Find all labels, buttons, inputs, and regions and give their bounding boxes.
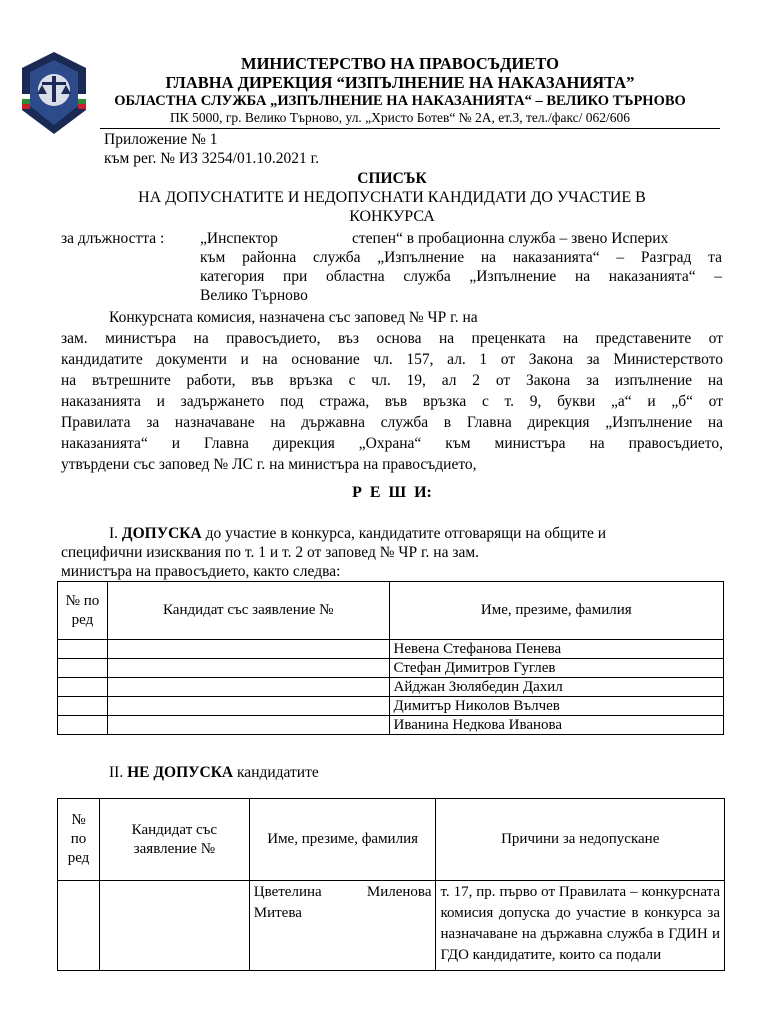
- body-line-2: зам. министъра на правосъдието, въз основа на преценката на представените от: [61, 330, 723, 347]
- table-row: [58, 640, 724, 659]
- col-header-name: Име, презиме, фамилия: [389, 582, 723, 640]
- decision-heading: Р Е Ш И:: [352, 484, 432, 501]
- ministry-title: МИНИСТЕРСТВО НА ПРАВОСЪДИЕТО: [241, 54, 559, 73]
- row-number: [58, 697, 108, 716]
- registry-number: към рег. № ИЗ 3254/01.10.2021 г.: [104, 150, 320, 167]
- row-number: [58, 716, 108, 735]
- section1-line-1: [109, 523, 723, 544]
- row-reason: т. 17, пр. първо от Правилата – конкурсната комисия допуска до участие в конкурса за назначаване на държавна служба в ГДИН и ГДО кандидатите, които са подали: [436, 881, 725, 971]
- body-line-4: на вътрешните работи, във връзка с чл. 19, ал 2 от Закона за изпълнение на: [61, 372, 723, 389]
- header-divider: [100, 128, 720, 129]
- section1-number: I.: [109, 525, 119, 542]
- document-subtitle: НА ДОПУСНАТИТЕ И НЕДОПУСНАТИ КАНДИДАТИ ДО УЧАСТИЕ В: [138, 189, 646, 206]
- body-line-3: кандидатите документи и на основание чл. 157, ал. 1 от Закона за Министерството: [61, 351, 723, 368]
- section2-number: II.: [109, 764, 124, 781]
- section1-keyword: ДОПУСКА: [121, 525, 202, 542]
- col-header-name: Име, презиме, фамилия: [249, 799, 436, 881]
- row-number: [58, 659, 108, 678]
- section1-text: до участие в конкурса, кандидатите отговарящи на общите и: [205, 525, 607, 542]
- row-number: [58, 881, 100, 971]
- table-row: [58, 697, 724, 716]
- table-row: [58, 716, 724, 735]
- row-name: Цветелина Миленова Митева: [249, 881, 436, 971]
- col-header-application: Кандидат със заявление №: [99, 799, 249, 881]
- row-application: [107, 659, 389, 678]
- row-name: Иванина Недкова Иванова: [389, 716, 723, 735]
- rejected-table: [57, 798, 725, 971]
- position-line-3: категория при областна служба „Изпълнение на наказанията“ –: [200, 268, 722, 285]
- row-application: [107, 716, 389, 735]
- row-application: [107, 697, 389, 716]
- address-line: ПК 5000, гр. Велико Търново, ул. „Христо Ботев“ № 2А, ет.3, тел./факс/ 062/606: [169, 110, 631, 125]
- row-number: [58, 678, 108, 697]
- admitted-table: [57, 581, 724, 735]
- section2-heading: [109, 762, 723, 783]
- directorate-title: ГЛАВНА ДИРЕКЦИЯ “ИЗПЪЛНЕНИЕ НА НАКАЗАНИЯТА”: [165, 73, 635, 92]
- position-title-rest: степен“ в пробационна служба – звено Исперих: [352, 230, 669, 247]
- row-application: [99, 881, 249, 971]
- position-line-2: към районна служба „Изпълнение на наказанията“ – Разград та: [200, 249, 722, 266]
- row-application: [107, 678, 389, 697]
- col-header-number: № по ред: [58, 582, 108, 640]
- table-header-row: [58, 799, 725, 881]
- body-line-8: утвърдени със заповед № ЛС г. на министъра на правосъдието,: [61, 456, 477, 473]
- body-line-5: наказанията и задържането под стража, във връзка с т. 9, букви „а“ и „б“ от: [61, 393, 723, 410]
- position-line-4: Велико Търново: [200, 287, 308, 304]
- table-row: [58, 659, 724, 678]
- table-row: [58, 881, 725, 971]
- row-name: Невена Стефанова Пенева: [389, 640, 723, 659]
- table-row: [58, 678, 724, 697]
- col-header-reason: Причини за недопускане: [436, 799, 725, 881]
- section2-keyword: НЕ ДОПУСКА: [127, 764, 234, 781]
- document-title: СПИСЪК: [357, 170, 427, 187]
- document-subtitle-2: КОНКУРСА: [349, 208, 435, 225]
- row-name: Стефан Димитров Гуглев: [389, 659, 723, 678]
- position-title-start: „Инспектор: [200, 230, 278, 247]
- row-name: Димитър Николов Вълчев: [389, 697, 723, 716]
- body-line-6: Правилата за назначаване на държавна служба в Главна дирекция „Изпълнение на: [61, 414, 723, 431]
- row-application: [107, 640, 389, 659]
- row-name: Айджан Зюлябедин Дахил: [389, 678, 723, 697]
- section1-line-3: министъра на правосъдието, както следва:: [61, 563, 341, 580]
- position-label: за длъжността :: [61, 230, 165, 247]
- regional-service-title: ОБЛАСТНА СЛУЖБА „ИЗПЪЛНЕНИЕ НА НАКАЗАНИЯТА“ – ВЕЛИКО ТЪРНОВО: [114, 93, 686, 109]
- table-header-row: [58, 582, 724, 640]
- body-line-7: наказанията“ и Главна дирекция „Охрана“ към министъра на правосъдието,: [61, 435, 723, 452]
- section1-line-2: специфични изисквания по т. 1 и т. 2 от заповед № ЧР г. на зам.: [61, 544, 480, 561]
- body-line-1: Конкурсната комисия, назначена със заповед № ЧР г. на: [109, 309, 478, 326]
- col-header-application: Кандидат със заявление №: [107, 582, 389, 640]
- ministry-emblem-icon: [14, 48, 94, 138]
- annex-label: Приложение № 1: [104, 131, 218, 148]
- col-header-number: № по ред: [58, 799, 100, 881]
- section2-text: кандидатите: [237, 764, 319, 781]
- row-number: [58, 640, 108, 659]
